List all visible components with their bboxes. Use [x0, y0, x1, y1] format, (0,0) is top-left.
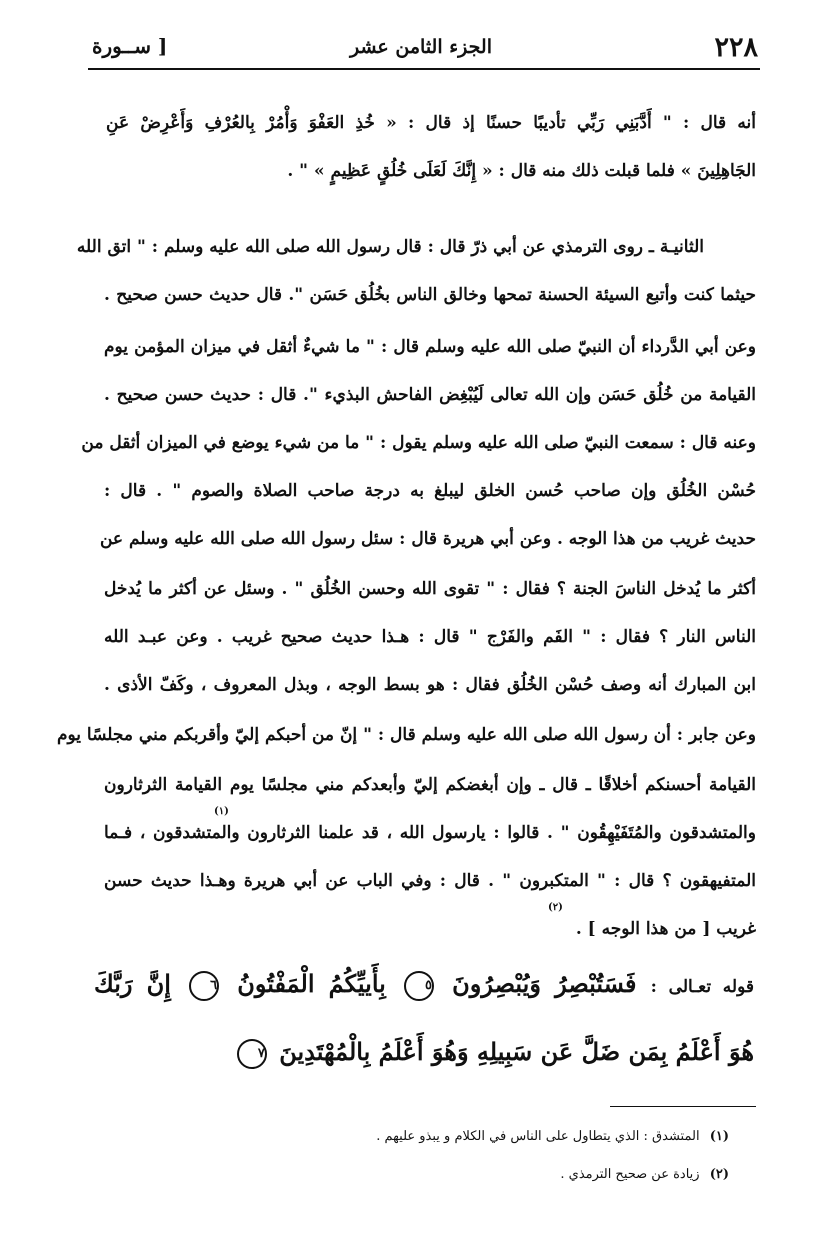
hadith-line-9: الناس النار ؟ فقال : " الفَم والفَرْج " قال : هـذا حديث صحيح غريب . وعن عبـد الله — [104, 627, 756, 647]
hadith-line-4: القيامة من خُلُق حَسَن وإن الله تعالى لَيُبْغِض الفاحش البذيء ". قال : حديث حسن صحيح . — [104, 385, 756, 405]
hadith-line-1: الثانيـة ـ روى الترمذي عن أبي ذرّ قال : قال رسول الله صلى الله عليه وسلم : " اتق الله — [76, 237, 704, 257]
hadith-line-2: حيثما كنت وأتبع السيئة الحسنة تمحها وخالق الناس بخُلُق حَسَن ". قال حديث حسن صحيح . — [104, 285, 756, 305]
hadith-line-12: القيامة أحسنكم أخلاقًا ـ قال ـ وإن أبغضكم إليّ وأبعدكم مني مجلسًا يوم القيامة الثرثارون — [104, 775, 756, 795]
quran-text-b: بِأَييِّكُمُ الْمَفْتُونُ — [237, 969, 386, 998]
ayah-number-marker: ٥ — [404, 971, 434, 1001]
footnote-text: زيادة عن صحيح الترمذي . — [560, 1167, 700, 1182]
ayah-number-marker: ٦ — [189, 971, 219, 1001]
quran-intro: قوله تعـالى : — [650, 977, 755, 997]
footnote-2 — [560, 1166, 729, 1184]
hadith-line-13: والمتشدقون والمُتَفَيْهِقُون " . قالوا : يارسول الله ، قد علمنا الثرثارون والمتشدقون ، فـما — [104, 823, 756, 843]
hadith-line-10: ابن المبارك أنه وصف حُسْن الخُلُق فقال : هو بسط الوجه ، وبذل المعروف ، وكَفّ الأذى . — [104, 675, 756, 695]
quran-text-line-2: هُوَ أَعْلَمُ بِمَن ضَلَّ عَن سَبِيلِهِ وَهُوَ أَعْلَمُ بِالْمُهْتَدِينَ — [279, 1037, 754, 1066]
hadith-line-15: غريب [ من هذا الوجه ] . — [575, 919, 756, 939]
quran-text-a: فَسَتُبْصِرُ وَيُبْصِرُونَ — [452, 969, 637, 998]
page-number: ٢٢٨ — [714, 32, 758, 63]
quran-text-c: إِنَّ رَبَّكَ — [94, 969, 171, 998]
hadith-line-5: وعنه قال : سمعت النبيّ صلى الله عليه وسلم يقول : " ما من شيء يوضع في الميزان أثقل من — [81, 433, 756, 453]
footnote-number: (٢) — [709, 1167, 729, 1182]
hadith-line-6: حُسْن الخُلُق وإن صاحب حُسن الخلق ليبلغ به درجة صاحب الصلاة والصوم " . قال : — [104, 481, 756, 501]
footnote-ref-2: (٢) — [548, 902, 563, 913]
page-header — [86, 30, 758, 66]
footnote-divider — [610, 1106, 756, 1107]
intro-line-2: الجَاهِلِينَ » فلما قبلت ذلك منه قال : « إِنَّكَ لَعَلَى خُلُقٍ عَظِيمٍ » " . — [287, 161, 756, 181]
hadith-line-14: المتفيهقون ؟ قال : " المتكبرون " . قال : وفي الباب عن أبي هريرة وهـذا حديث حسن — [104, 871, 756, 891]
hadith-line-11: وعن جابر : أن رسول الله صلى الله عليه وسلم قال : " إنّ من أحبكم إليّ وأقربكم مني مجلسًا يوم — [56, 725, 756, 745]
hadith-line-7: حديث غريب من هذا الوجه . وعن أبي هريرة قال : سئل رسول الله صلى الله عليه وسلم عن — [99, 529, 756, 549]
intro-line-1: أنه قال : " أَدَّبَنِي رَبِّي تأديبًا حسنًا إذ قال : « خُذِ العَفْوَ وَأْمُرْ بِالعُرْفِ وَأَعْرِضْ عَنِ — [106, 113, 756, 133]
ayah-number-marker: ٧ — [237, 1039, 267, 1069]
footnote-ref-1: (١) — [214, 806, 229, 817]
quran-line-2 — [156, 1036, 754, 1069]
surah-name: ســورة — [92, 34, 151, 58]
running-title: الجزء الثامن عشر — [350, 36, 492, 58]
footnote-number: (١) — [709, 1129, 729, 1144]
hadith-line-3: وعن أبي الدَّرداء أن النبيّ صلى الله عليه وسلم قال : " ما شيءٌ أثقل في ميزان المؤمن يوم — [104, 337, 756, 357]
surah-bracket: [ — [157, 34, 168, 58]
footnote-text: المتشدق : الذي يتطاول على الناس في الكلام و يبذو عليهم . — [376, 1129, 700, 1144]
footnote-1 — [376, 1128, 729, 1146]
surah-label — [92, 34, 167, 58]
header-divider — [88, 68, 760, 70]
quran-line-1 — [94, 968, 754, 1003]
hadith-line-8: أكثر ما يُدخل الناسَ الجنة ؟ فقال : " تقوى الله وحسن الخُلُق " . وسئل عن أكثر ما يُدخل — [104, 579, 756, 599]
